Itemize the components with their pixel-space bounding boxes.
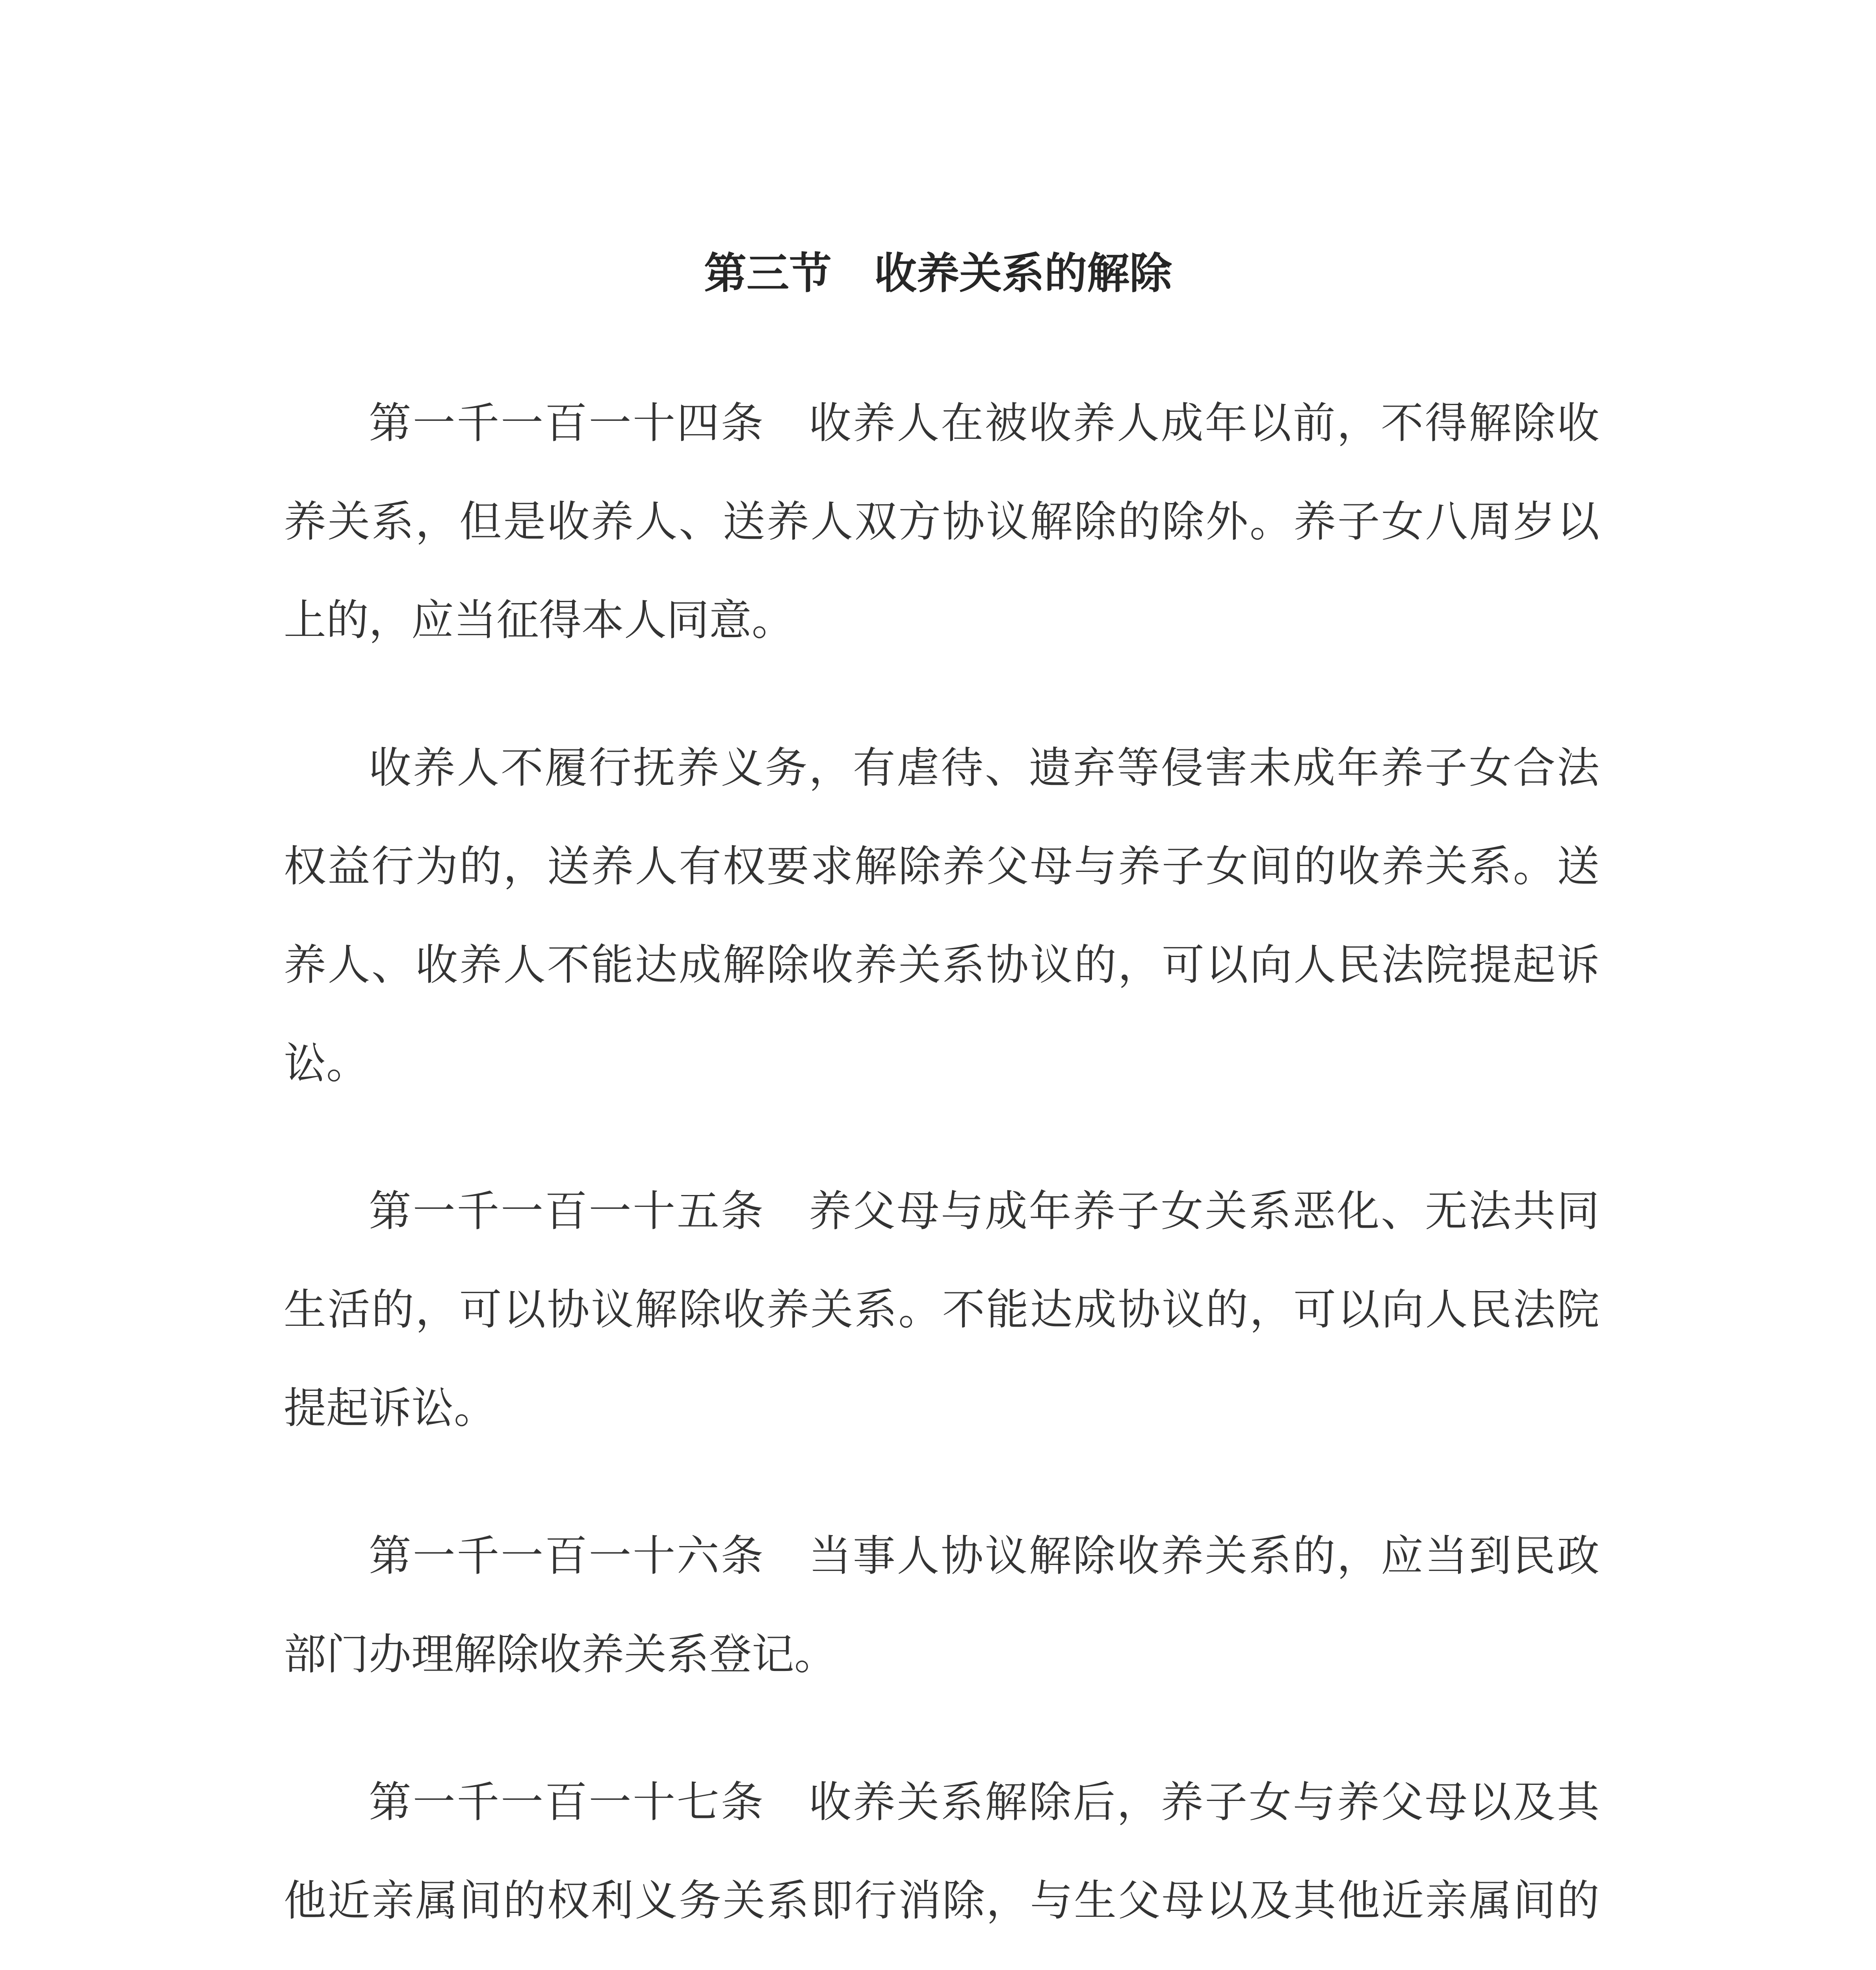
document-body [284,374,1599,1970]
section-title: 第三节 收养关系的解除 [704,249,1172,298]
article-text: 收养关系解除后，养子女与养父母以及其他近亲属间的权利义务关系即行消除，与生父母以及其他近亲属间的 [284,1778,1599,1925]
article-number: 第一千一百一十六条 [369,1531,765,1581]
article-text: 收养人不履行抚养义务，有虐待、遗弃等侵害未成年养子女合法权益行为的，送养人有权要求解除养父母与养子女间的收养关系。送养人、收养人不能达成解除收养关系协议的，可以向人民法院提起诉讼。 [284,743,1599,1088]
paragraph-article-1114 [284,374,1599,670]
article-number: 第一千一百一十四条 [369,399,765,448]
article-number: 第一千一百一十七条 [369,1778,765,1827]
article-number: 第一千一百一十五条 [369,1187,765,1236]
paragraph-article-1116 [284,1507,1599,1704]
article-text: 当事人协议解除收养关系的，应当到民政部门办理解除收养关系登记。 [284,1531,1599,1679]
article-text: 收养人在被收养人成年以前，不得解除收养关系，但是收养人、送养人双方协议解除的除外。养子女八周岁以上的，应当征得本人同意。 [284,399,1599,645]
paragraph-article-1117 [284,1753,1599,1970]
paragraph-article-1115 [284,1162,1599,1458]
article-text: 养父母与成年养子女关系恶化、无法共同生活的，可以协议解除收养关系。不能达成协议的，可以向人民法院提起诉讼。 [284,1187,1599,1433]
paragraph-article-1114-clause-2 [284,719,1599,1113]
